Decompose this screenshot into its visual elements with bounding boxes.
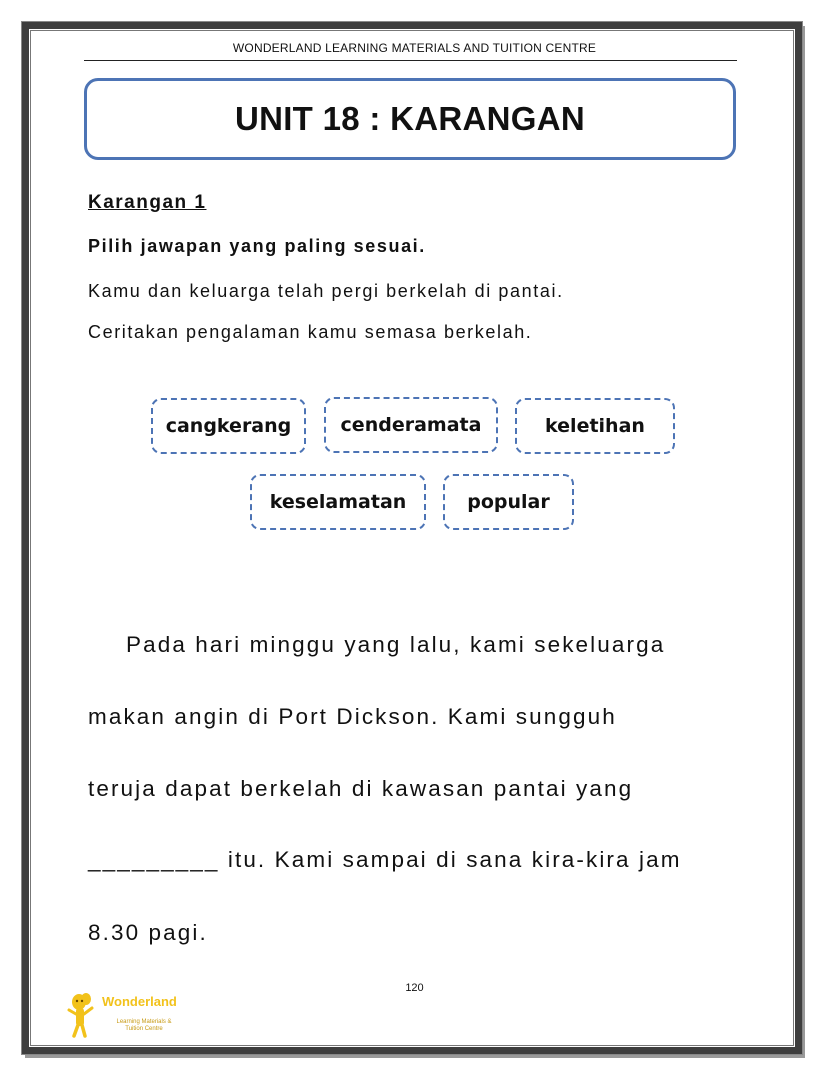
word-option-keletihan: keletihan xyxy=(515,398,675,454)
header-divider xyxy=(84,60,737,61)
section-heading: Karangan 1 xyxy=(88,192,207,213)
mascot-icon xyxy=(66,990,100,1040)
instruction-text: Pilih jawapan yang paling sesuai. xyxy=(88,236,426,256)
page-header: WONDERLAND LEARNING MATERIALS AND TUITION CENTRE xyxy=(232,41,597,55)
title-box xyxy=(84,78,736,160)
passage-line-5: 8.30 pagi. xyxy=(88,920,208,945)
page-border xyxy=(22,22,802,1054)
passage-line-2: makan angin di Port Dickson. Kami sungguh xyxy=(88,704,617,729)
word-option-cenderamata: cenderamata xyxy=(324,397,498,453)
passage-line-3: teruja dapat berkelah di kawasan pantai yang xyxy=(88,776,634,801)
page-number: 120 xyxy=(405,982,424,994)
task-line-1: Kamu dan keluarga telah pergi berkelah di pantai. xyxy=(88,281,564,301)
passage-line-1: Pada hari minggu yang lalu, kami sekeluarga xyxy=(126,632,666,657)
word-option-cangkerang: cangkerang xyxy=(151,398,306,454)
wonderland-logo xyxy=(66,990,206,1040)
word-option-popular: popular xyxy=(443,474,574,530)
logo-brand-text: Wonderland xyxy=(102,994,177,1009)
page-title: UNIT 18 : KARANGAN xyxy=(234,100,586,137)
logo-tagline: Learning Materials & Tuition Centre xyxy=(116,1019,172,1032)
word-option-keselamatan: keselamatan xyxy=(250,474,426,530)
passage-line-with-blank: _________ itu. Kami sampai di sana kira-kira jam xyxy=(88,847,682,872)
task-line-2: Ceritakan pengalaman kamu semasa berkelah. xyxy=(88,322,533,342)
